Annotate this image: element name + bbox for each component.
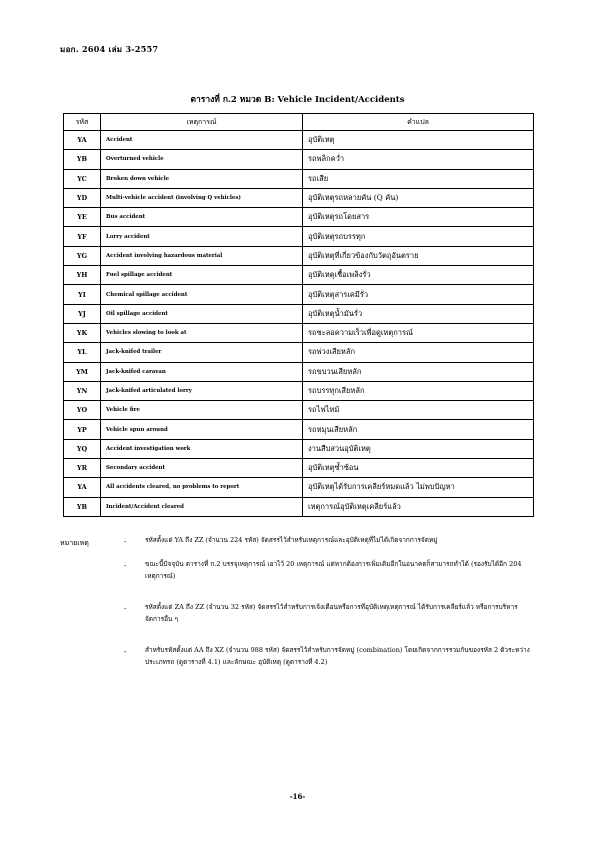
row-code: YH xyxy=(64,266,101,285)
table-row xyxy=(64,208,534,227)
row-translation: รถเสีย xyxy=(303,169,534,188)
note-item: สำหรับรหัสตั้งแต่ AA ถึง XZ (จำนวน 988 รหัส) จัดสรรไว้สำหรับการจัดหมู่ (combination) โดยเกิดจากการรวมกันของรหัส 2 ตัวระหว่าง ประเภทรถ (ดูตารางที่ 4.1) และลักษณะ อุบัติเหตุ (ดูตารางที่ 4.2) xyxy=(145,646,530,666)
row-code: YP xyxy=(64,420,101,439)
row-event: Chemical spillage accident xyxy=(101,285,303,304)
table-row xyxy=(64,497,534,516)
table-row xyxy=(64,169,534,188)
row-translation: อุบัติเหตุซ้ำซ้อน xyxy=(303,459,534,478)
row-translation: รถพ่วงเสียหลัก xyxy=(303,343,534,362)
row-translation: อุบัติเหตุเชื้อเพลิงรั่ว xyxy=(303,266,534,285)
note-bullet: - xyxy=(124,538,127,546)
row-code: YF xyxy=(64,227,101,246)
table-row xyxy=(64,381,534,400)
row-translation: อุบัติเหตุสารเคมีรั่ว xyxy=(303,285,534,304)
row-translation: อุบัติเหตุที่เกี่ยวข้องกับวัตถุอันตราย xyxy=(303,246,534,265)
row-translation: รถหมุนเสียหลัก xyxy=(303,420,534,439)
row-translation: รถไฟไหม้ xyxy=(303,401,534,420)
page-number: -16- xyxy=(289,792,306,801)
table-row xyxy=(64,362,534,381)
row-code: YG xyxy=(64,246,101,265)
table-row xyxy=(64,420,534,439)
row-event: Lorry accident xyxy=(101,227,303,246)
row-event: Vehicle spun around xyxy=(101,420,303,439)
row-code: YK xyxy=(64,323,101,342)
table-row xyxy=(64,401,534,420)
incident-table xyxy=(63,113,534,517)
row-event: Accident investigation work xyxy=(101,439,303,458)
row-code: YI xyxy=(64,285,101,304)
row-code: YA xyxy=(64,478,101,497)
row-translation: อุบัติเหตุรถโดยสาร xyxy=(303,208,534,227)
row-event: Secondary accident xyxy=(101,459,303,478)
row-event: Fuel spillage accident xyxy=(101,266,303,285)
row-event: Multi-vehicle accident (involving Q vehicles) xyxy=(101,188,303,207)
row-code: YB xyxy=(64,150,101,169)
table-row xyxy=(64,266,534,285)
table-row xyxy=(64,343,534,362)
row-translation: รถพลิกคว่ำ xyxy=(303,150,534,169)
note-item: ขณะนี้ปัจจุบัน ตารางที่ ก.2 บรรจุเหตุการณ์ เอาไว้ 20 เหตุการณ์ แต่หากต้องการเพิ่มเติมอีกในอนาคตก็สามารถทำได้ (รองรับได้อีก 204 เหตุการณ์) xyxy=(145,560,522,580)
table-row xyxy=(64,459,534,478)
row-translation: อุบัติเหตุรถบรรทุก xyxy=(303,227,534,246)
table-row xyxy=(64,323,534,342)
row-event: Vehicle fire xyxy=(101,401,303,420)
document-header: มอก. 2604 เล่ม 3-2557 xyxy=(60,44,159,54)
table-row xyxy=(64,227,534,246)
row-event: Oil spillage accident xyxy=(101,304,303,323)
row-code: YA xyxy=(64,131,101,150)
row-translation: อุบัติเหตุ xyxy=(303,131,534,150)
table-header-row xyxy=(64,114,534,131)
table-row xyxy=(64,439,534,458)
table-row xyxy=(64,478,534,497)
row-translation: รถชะลอความเร็วเพื่อดูเหตุการณ์ xyxy=(303,323,534,342)
row-code: YD xyxy=(64,188,101,207)
col-header-translation: คำแปล xyxy=(303,114,534,131)
row-event: Jack-knifed articulated lorry xyxy=(101,381,303,400)
row-event: All accidents cleared, no problems to report xyxy=(101,478,303,497)
note-item: รหัสตั้งแต่ YA ถึง ZZ (จำนวน 224 รหัส) จัดสรรไว้สำหรับเหตุการณ์และอุบัติเหตุที่ไม่ได้เกิดจากการจัดหมู่ xyxy=(145,536,438,544)
row-event: Overturned vehicle xyxy=(101,150,303,169)
col-header-event: เหตุการณ์ xyxy=(101,114,303,131)
table-title: ตารางที่ ก.2 หมวด B: Vehicle Incident/Accidents xyxy=(190,95,405,105)
row-code: YE xyxy=(64,208,101,227)
table-row xyxy=(64,304,534,323)
notes-label: หมายเหตุ xyxy=(60,539,89,547)
row-translation: เหตุการณ์อุบัติเหตุเคลียร์แล้ว xyxy=(303,497,534,516)
row-event: Incident/Accident cleared xyxy=(101,497,303,516)
row-event: Broken down vehicle xyxy=(101,169,303,188)
row-code: YO xyxy=(64,401,101,420)
row-code: YQ xyxy=(64,439,101,458)
row-code: YC xyxy=(64,169,101,188)
table-row xyxy=(64,150,534,169)
table-row xyxy=(64,285,534,304)
row-event: Accident xyxy=(101,131,303,150)
row-event: Accident involving hazardous material xyxy=(101,246,303,265)
row-translation: รถบรรทุกเสียหลัก xyxy=(303,381,534,400)
row-translation: งานสืบสวนอุบัติเหตุ xyxy=(303,439,534,458)
note-item: รหัสตั้งแต่ ZA ถึง ZZ (จำนวน 32 รหัส) จัดสรรไว้สำหรับการเจ้งเตือนหรือการที่อุบัติเหตุเหตุการณ์ ได้รับการเคลียร์แล้ว หรือการบริหารจัดการอื่น ๆ xyxy=(145,603,518,623)
row-code: YN xyxy=(64,381,101,400)
row-event: Jack-knifed trailer xyxy=(101,343,303,362)
row-translation: อุบัติเหตุน้ำมันรั่ว xyxy=(303,304,534,323)
row-code: YR xyxy=(64,459,101,478)
col-header-code: รหัส xyxy=(64,114,101,131)
row-code: YL xyxy=(64,343,101,362)
row-translation: อุบัติเหตุได้รับการเคลียร์หมดแล้ว ไม่พบปัญหา xyxy=(303,478,534,497)
note-bullet: - xyxy=(124,648,127,656)
note-bullet: - xyxy=(124,562,127,570)
row-code: YJ xyxy=(64,304,101,323)
note-bullet: - xyxy=(124,605,127,613)
row-code: YM xyxy=(64,362,101,381)
table-row xyxy=(64,246,534,265)
row-event: Bus accident xyxy=(101,208,303,227)
row-translation: อุบัติเหตุรถหลายคัน (Q คัน) xyxy=(303,188,534,207)
row-event: Vehicles slowing to look at xyxy=(101,323,303,342)
row-code: YB xyxy=(64,497,101,516)
table-row xyxy=(64,188,534,207)
row-translation: รถขบวนเสียหลัก xyxy=(303,362,534,381)
table-row xyxy=(64,131,534,150)
row-event: Jack-knifed caravan xyxy=(101,362,303,381)
